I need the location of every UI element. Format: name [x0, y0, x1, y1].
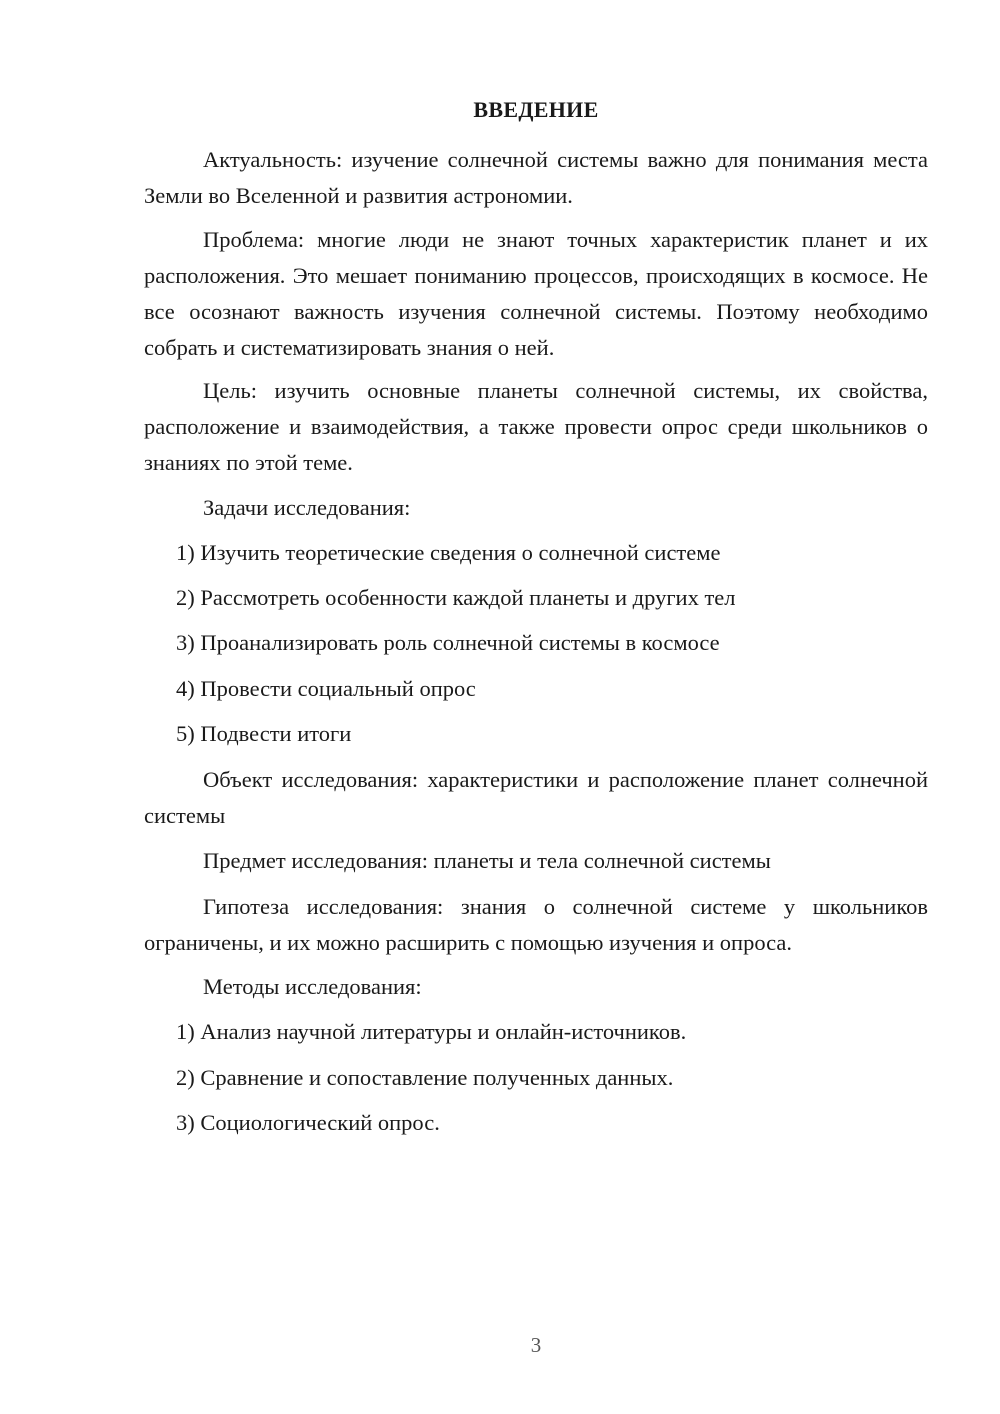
method-item: 2) Сравнение и сопоставление полученных данных. [176, 1065, 674, 1090]
problem-paragraph: Проблема: многие люди не знают точных характеристик планет и их расположения. Это мешает пониманию процессов, происходящих в космосе. Не все осознают важность изучения солнечной системы. Поэтому необходимо собрать и систематизировать знания о ней. [144, 227, 928, 360]
task-item: 4) Провести социальный опрос [176, 676, 476, 701]
task-item: 1) Изучить теоретические сведения о солнечной системе [176, 540, 721, 565]
subject-paragraph: Предмет исследования: планеты и тела солнечной системы [203, 848, 771, 873]
page-number: 3 [530, 1333, 542, 1357]
hypothesis-paragraph: Гипотеза исследования: знания о солнечной системе у школьников ограничены, и их можно расширить с помощью изучения и опроса. [144, 894, 928, 955]
section-heading: ВВЕДЕНИЕ [473, 97, 599, 122]
relevance-paragraph: Актуальность: изучение солнечной системы важно для понимания места Земли во Вселенной и развития астрономии. [144, 147, 928, 208]
task-item: 3) Проанализировать роль солнечной системы в космосе [176, 630, 720, 655]
methods-title: Методы исследования: [203, 974, 422, 999]
tasks-title: Задачи исследования: [203, 495, 411, 520]
method-item: 1) Анализ научной литературы и онлайн-источников. [176, 1019, 687, 1044]
goal-paragraph: Цель: изучить основные планеты солнечной системы, их свойства, расположение и взаимодействия, а также провести опрос среди школьников о знаниях по этой теме. [144, 378, 928, 475]
task-item: 5) Подвести итоги [176, 721, 352, 746]
method-item: 3) Социологический опрос. [176, 1110, 440, 1135]
object-paragraph: Объект исследования: характеристики и расположение планет солнечной системы [144, 767, 928, 828]
task-item: 2) Рассмотреть особенности каждой планеты и других тел [176, 585, 736, 610]
